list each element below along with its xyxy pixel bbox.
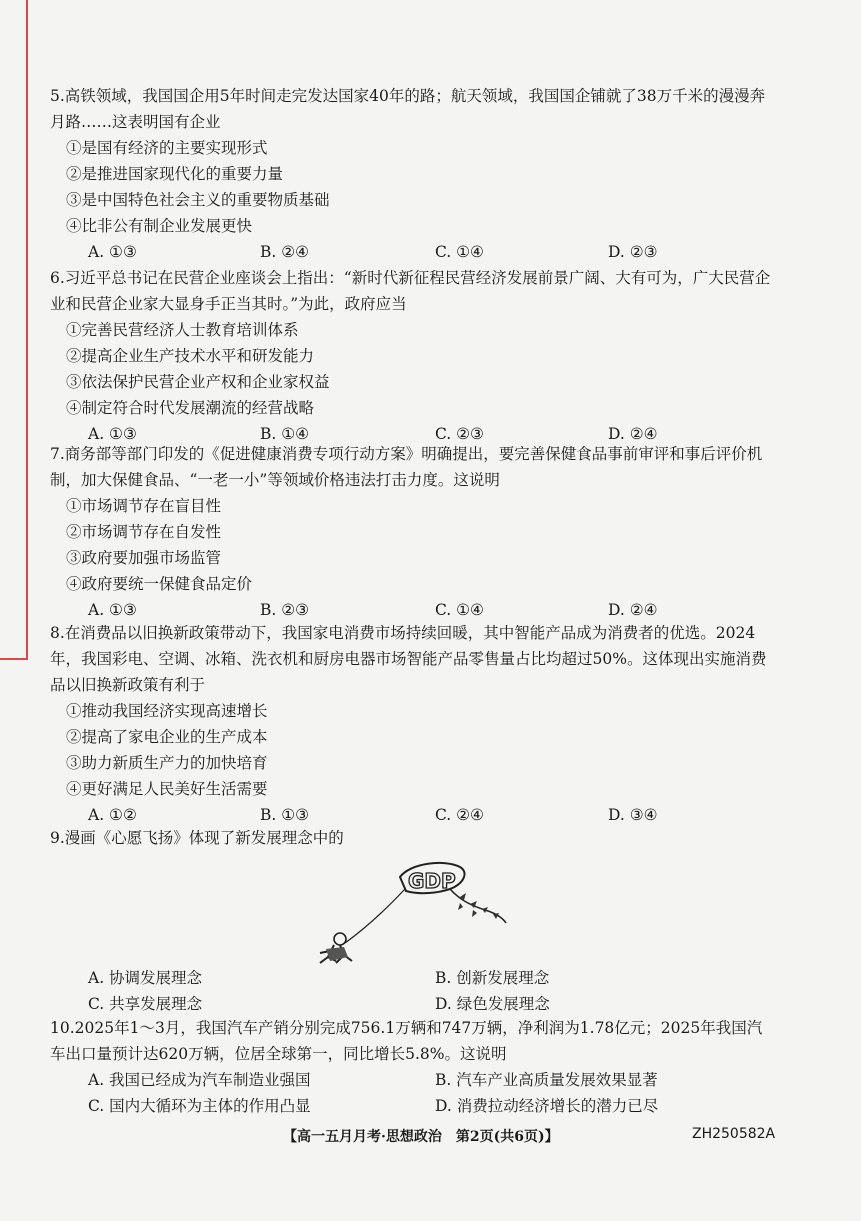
choice-d: D. ②④	[608, 425, 658, 443]
option: ①是国有经济的主要实现形式	[66, 139, 268, 157]
answer-choices	[50, 239, 775, 265]
question-5	[50, 83, 775, 265]
question-stem: 7.商务部等部门印发的《促进健康消费专项行动方案》明确提出，要完善保健食品事前审评和事后评价机制，加大保健食品、“一老一小”等领域价格违法打击力度。这说明	[50, 445, 763, 489]
question-9	[50, 825, 775, 851]
question-6	[50, 265, 775, 447]
question-8	[50, 620, 775, 828]
choice-b: B. ②④	[260, 243, 310, 261]
option: ①完善民营经济人士教育培训体系	[66, 321, 299, 339]
choice-a: A. ①③	[88, 425, 137, 443]
kite-cartoon-image	[310, 855, 515, 975]
option: ③依法保护民营企业产权和企业家权益	[66, 373, 330, 391]
option: ②市场调节存在自发性	[66, 523, 222, 541]
margin-line	[0, 0, 28, 660]
footer-code: ZH250582A	[692, 1126, 776, 1142]
option: ④比非公有制企业发展更快	[66, 217, 253, 235]
choice-d: D. 消费拉动经济增长的潜力已尽	[435, 1097, 659, 1115]
question-stem: 10.2025年1～3月，我国汽车产销分别完成756.1万辆和747万辆，净利润为1.78亿元；2025年我国汽车出口量预计达620万辆，位居全球第一，同比增长5.8%。这说明	[50, 1019, 763, 1063]
option: ③是中国特色社会主义的重要物质基础	[66, 191, 330, 209]
choice-d: D. ②③	[608, 243, 658, 261]
option: ①市场调节存在盲目性	[66, 497, 222, 515]
choice-a: A. 我国已经成为汽车制造业强国	[88, 1071, 311, 1089]
choice-b: B. 汽车产业高质量发展效果显著	[435, 1071, 658, 1089]
choice-c: C. ②④	[435, 806, 484, 824]
option: ②是推进国家现代化的重要力量	[66, 165, 284, 183]
choice-a: A. ①②	[88, 806, 137, 824]
option: ①推动我国经济实现高速增长	[66, 702, 268, 720]
choice-d: D. 绿色发展理念	[435, 995, 550, 1013]
choice-a: A. 协调发展理念	[88, 969, 203, 987]
option: ④制定符合时代发展潮流的经营战略	[66, 399, 315, 417]
choice-a: A. ①③	[88, 601, 137, 619]
option: ④更好满足人民美好生活需要	[66, 780, 268, 798]
option: ③助力新质生产力的加快培育	[66, 754, 268, 772]
option: ③政府要加强市场监管	[66, 549, 222, 567]
question-7	[50, 441, 775, 623]
choice-c: C. ①④	[435, 601, 484, 619]
choice-c: C. ②③	[435, 425, 484, 443]
choice-a: A. ①③	[88, 243, 137, 261]
choice-b: B. ①④	[260, 425, 310, 443]
footer-page-info: 【高一五月月考·思想政治 第2页(共6页)】	[283, 1129, 559, 1145]
question-stem: 8.在消费品以旧换新政策带动下，我国家电消费市场持续回暖，其中智能产品成为消费者的优选。2024年，我国彩电、空调、冰箱、洗衣机和厨房电器市场智能产品零售量占比均超过50%。这体现出实施消费品以旧换新政策有利于	[50, 624, 767, 694]
kite-label: GDP	[408, 869, 456, 893]
question-stem: 5.高铁领域，我国国企用5年时间走完发达国家40年的路；航天领域，我国国企铺就了38万千米的漫漫奔月路……这表明国有企业	[50, 87, 766, 131]
choice-b: B. ②③	[260, 601, 310, 619]
question-9-choices	[50, 965, 775, 1017]
choice-d: D. ③④	[608, 806, 658, 824]
choice-b: B. ①③	[260, 806, 310, 824]
choice-c: C. 共享发展理念	[88, 995, 203, 1013]
option: ④政府要统一保健食品定价	[66, 575, 253, 593]
question-stem: 9.漫画《心愿飞扬》体现了新发展理念中的	[50, 829, 344, 847]
question-10	[50, 1015, 775, 1119]
choice-c: C. 国内大循环为主体的作用凸显	[88, 1097, 311, 1115]
choice-c: C. ①④	[435, 243, 484, 261]
choice-b: B. 创新发展理念	[435, 969, 550, 987]
choice-d: D. ②④	[608, 601, 658, 619]
option: ②提高了家电企业的生产成本	[66, 728, 268, 746]
question-stem: 6.习近平总书记在民营企业座谈会上指出：“新时代新征程民营经济发展前景广阔、大有可为，广大民营企业和民营企业家大显身手正当其时。”为此，政府应当	[50, 269, 771, 313]
option: ②提高企业生产技术水平和研发能力	[66, 347, 315, 365]
